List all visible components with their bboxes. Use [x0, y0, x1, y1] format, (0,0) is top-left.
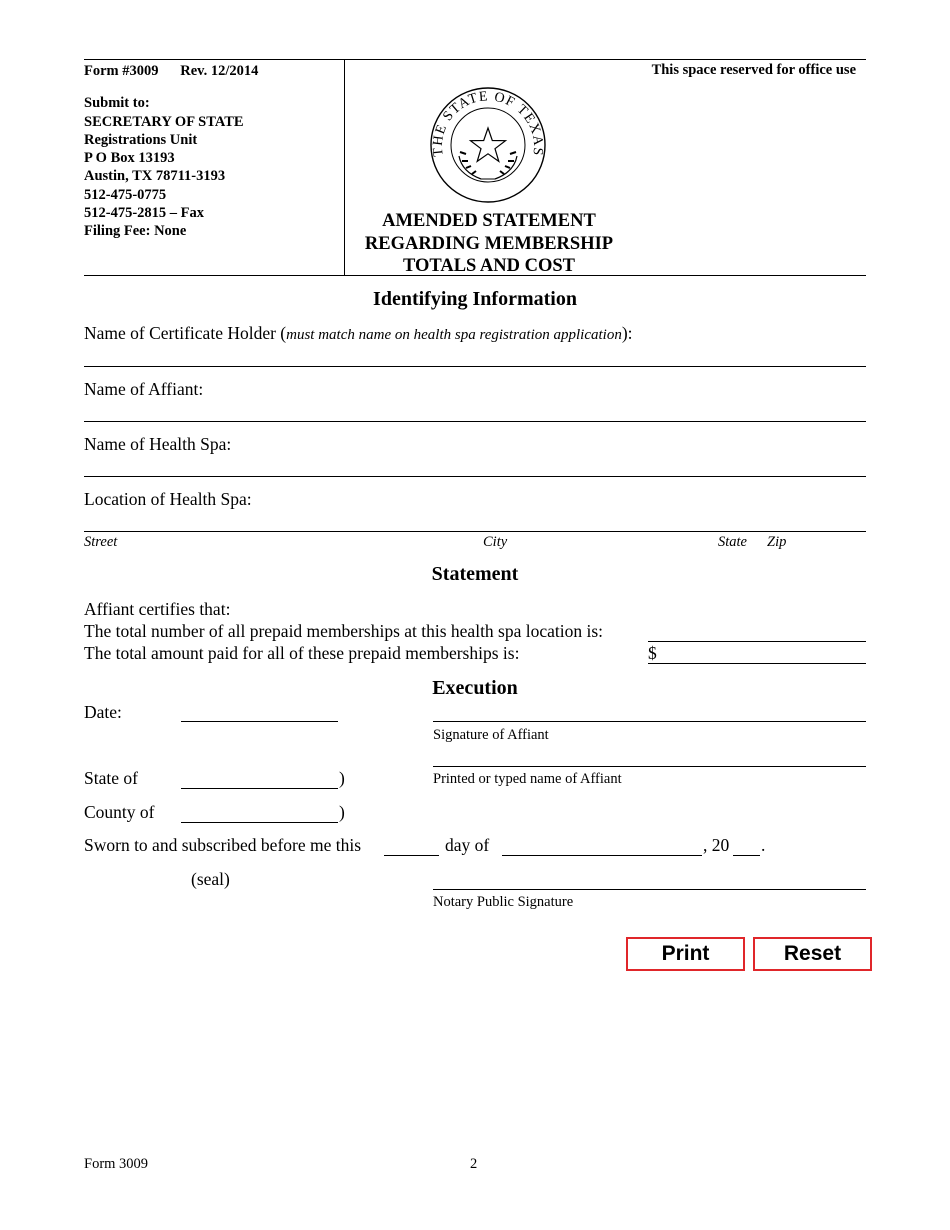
- state-of-label: State of: [84, 768, 138, 788]
- cert-holder-text: Name of Certificate Holder (: [84, 323, 287, 343]
- location-label: Location of Health Spa:: [84, 489, 252, 509]
- texas-seal-icon: [429, 86, 547, 204]
- fax-line: 512-475-2815 – Fax: [84, 205, 205, 222]
- title-line: REGARDING MEMBERSHIP: [364, 233, 614, 254]
- state-paren: ): [339, 768, 345, 788]
- affiant-label: Name of Affiant:: [84, 379, 204, 399]
- header-left-block: [84, 62, 258, 241]
- title-line: AMENDED STATEMENT: [382, 211, 596, 231]
- svg-text:THE STATE OF TEXAS: [431, 89, 546, 157]
- certifies-text: Affiant certifies that:: [84, 599, 231, 619]
- total-paid-text: The total amount paid for all of these prepaid memberships is:: [84, 643, 520, 663]
- printed-name-caption: Printed or typed name of Affiant: [433, 771, 622, 787]
- reset-button[interactable]: Reset: [753, 937, 872, 971]
- page-number: 2: [470, 1156, 478, 1172]
- state-caption: State: [718, 534, 747, 550]
- sworn-period: .: [761, 835, 766, 855]
- form-revision: Rev. 12/2014: [180, 63, 259, 79]
- sworn-day-field[interactable]: [384, 855, 439, 856]
- state-of-field[interactable]: [181, 788, 338, 789]
- city-caption: City: [483, 534, 508, 550]
- sworn-month-field[interactable]: [502, 855, 702, 856]
- form-id-line: [84, 62, 258, 80]
- submit-to-label: Submit to:: [84, 95, 150, 112]
- seal-label: (seal): [191, 869, 230, 889]
- address-line: Austin, TX 78711-3193: [84, 168, 226, 185]
- title-line: TOTALS AND COST: [402, 256, 576, 276]
- address-line: Registrations Unit: [84, 131, 198, 148]
- spa-name-field[interactable]: [84, 476, 866, 477]
- form-title: [345, 210, 633, 278]
- street-caption: Street: [84, 534, 118, 550]
- county-of-field[interactable]: [181, 822, 338, 823]
- county-of-label: County of: [84, 802, 155, 822]
- print-button[interactable]: Print: [626, 937, 745, 971]
- notary-caption: Notary Public Signature: [433, 894, 574, 910]
- total-paid-field[interactable]: [648, 663, 866, 664]
- notary-signature-field[interactable]: [433, 889, 866, 890]
- cert-holder-field[interactable]: [84, 366, 866, 367]
- spa-name-label: Name of Health Spa:: [84, 434, 232, 454]
- sworn-text: Sworn to and subscribed before me this: [84, 835, 362, 855]
- date-label: Date:: [84, 702, 122, 722]
- address-line: SECRETARY OF STATE: [84, 113, 244, 130]
- execution-heading: Execution: [432, 677, 518, 699]
- cert-holder-label: [84, 323, 633, 344]
- location-field[interactable]: [84, 531, 866, 532]
- footer-form-label: Form 3009: [84, 1156, 149, 1172]
- identifying-heading: Identifying Information: [373, 288, 577, 310]
- form-number: Form #3009: [84, 63, 159, 79]
- header-top-rule: [84, 59, 866, 60]
- filing-fee-line: Filing Fee: None: [84, 223, 187, 240]
- day-of-label: day of: [445, 835, 490, 855]
- affiant-signature-field[interactable]: [433, 721, 866, 722]
- zip-caption: Zip: [767, 534, 787, 550]
- seal-text: THE STATE OF TEXAS: [430, 89, 546, 158]
- signature-caption: Signature of Affiant: [433, 727, 549, 743]
- total-members-text: The total number of all prepaid memberships at this health spa location is:: [84, 621, 604, 641]
- total-members-field[interactable]: [648, 641, 866, 642]
- cert-holder-note: must match name on health spa registration application: [286, 327, 622, 343]
- statement-heading: Statement: [431, 563, 519, 585]
- year-prefix: , 20: [703, 835, 730, 855]
- phone-line: 512-475-0775: [84, 186, 167, 203]
- sworn-year-field[interactable]: [733, 855, 760, 856]
- office-use-label: This space reserved for office use: [651, 62, 856, 78]
- date-field[interactable]: [181, 721, 338, 722]
- dollar-sign: $: [648, 643, 657, 663]
- county-paren: ): [339, 802, 345, 822]
- cert-holder-end: ):: [621, 323, 633, 343]
- affiant-field[interactable]: [84, 421, 866, 422]
- address-line: P O Box 13193: [84, 150, 175, 167]
- printed-name-field[interactable]: [433, 766, 866, 767]
